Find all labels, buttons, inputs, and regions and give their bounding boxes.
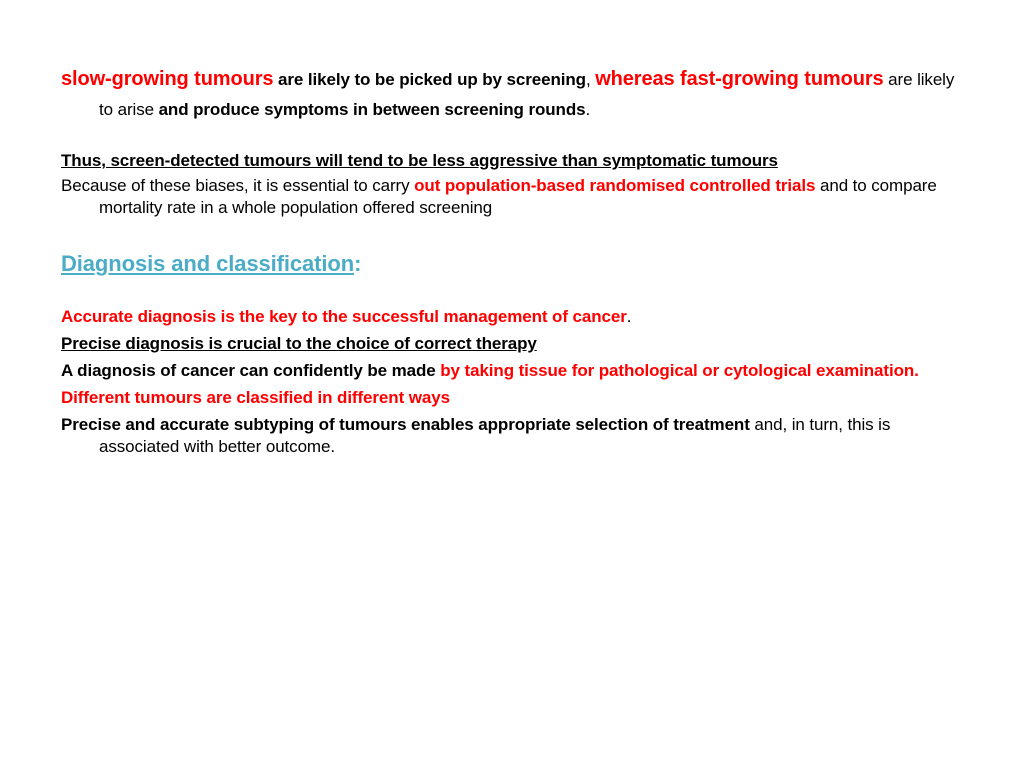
symptoms-phrase: and produce symptoms in between screening rounds (158, 100, 586, 119)
section-heading-diagnosis (61, 250, 961, 278)
mortality-phrase: and to compare mortality rate in a whole population offered screening (99, 176, 937, 217)
paragraph-biases (61, 175, 961, 219)
accurate-diagnosis-phrase: Accurate diagnosis is the key to the successful management of cancer (61, 307, 627, 326)
slide-content (61, 64, 961, 458)
paragraph-accurate-diagnosis (61, 306, 961, 328)
paragraph-less-aggressive: Thus, screen-detected tumours will tend to be less aggressive than symptomatic tumours (61, 151, 778, 170)
heading-text: Diagnosis and classification (61, 251, 355, 276)
biases-phrase: Because of these biases, it is essential to carry (61, 176, 415, 195)
picked-up-phrase: are likely to be picked up by screening (273, 70, 586, 89)
fast-growing-phrase: whereas fast-growing tumours (595, 68, 884, 90)
paragraph-classification: Different tumours are classified in different ways (61, 388, 450, 407)
rct-phrase: out population-based randomised controlled trials (414, 176, 816, 195)
paragraph-confident-diagnosis (61, 360, 961, 382)
confident-diagnosis-phrase: A diagnosis of cancer can confidently be made (61, 361, 441, 380)
arise-phrase: are likely to arise (99, 70, 955, 119)
paragraph-subtyping (61, 414, 961, 458)
period: . (626, 307, 632, 326)
heading-colon: : (354, 251, 362, 276)
slow-growing-phrase: slow-growing tumours (61, 68, 274, 90)
outcome-phrase: and, in turn, this is associated with better outcome. (99, 415, 891, 456)
period: . (585, 100, 591, 119)
tissue-phrase: by taking tissue for pathological or cytological examination. (440, 361, 919, 380)
subtyping-phrase: Precise and accurate subtyping of tumours enables appropriate selection of treatment (61, 415, 750, 434)
paragraph-precise-diagnosis: Precise diagnosis is crucial to the choice of correct therapy (61, 334, 537, 353)
paragraph-screening-bias (61, 64, 961, 125)
comma-separator: , (585, 70, 596, 89)
